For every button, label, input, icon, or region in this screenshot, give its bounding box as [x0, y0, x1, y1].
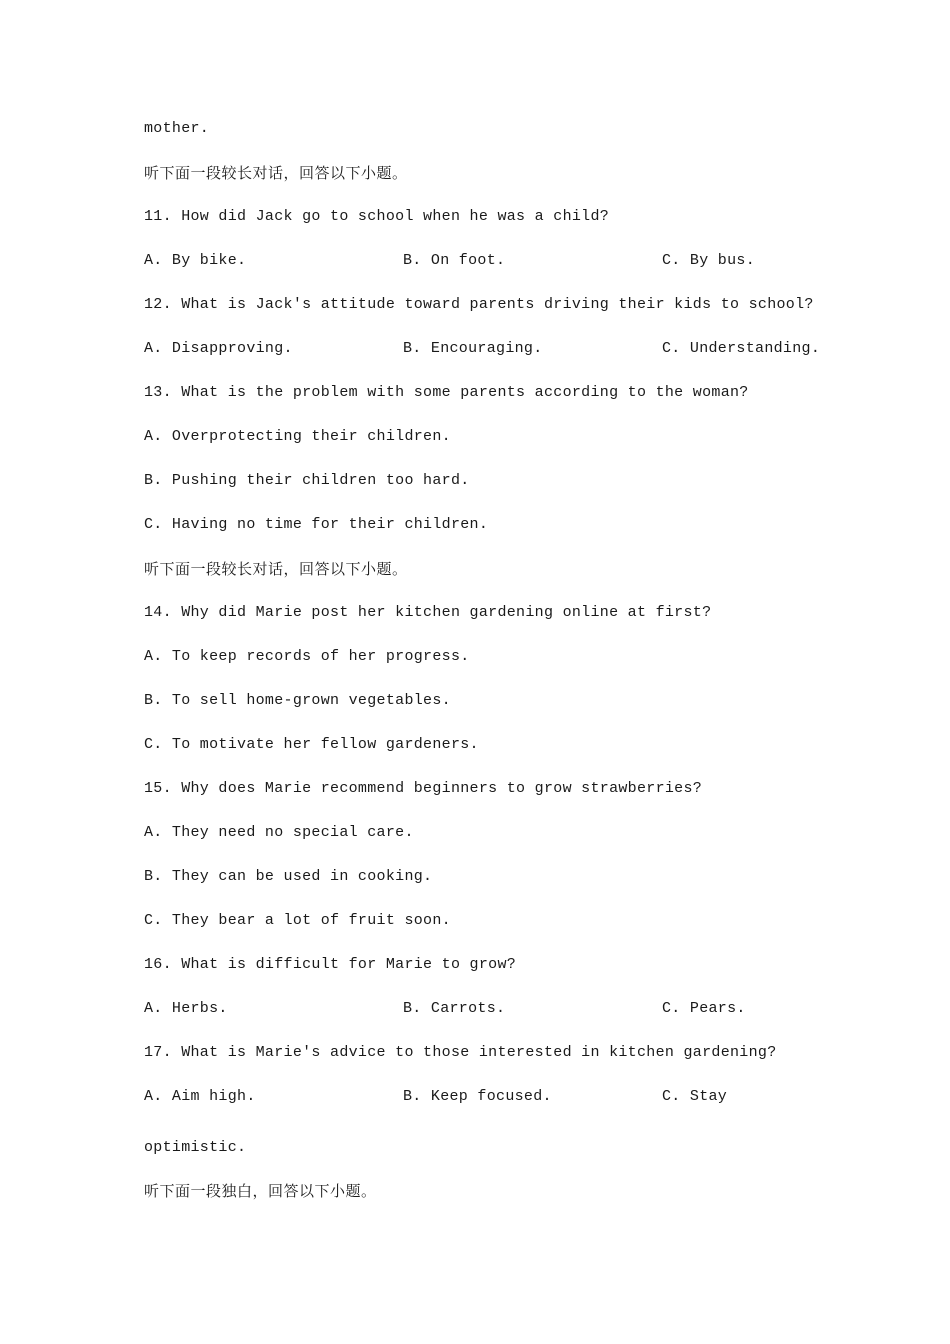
question-14-option-a: A. To keep records of her progress. — [144, 648, 470, 665]
question-15-option-b: B. They can be used in cooking. — [144, 868, 433, 885]
section-instruction: 听下面一段较长对话，回答以下小题。 — [144, 560, 408, 578]
question-16-option-c: C. Pears. — [662, 1000, 746, 1017]
question-13-option-a: A. Overprotecting their children. — [144, 428, 451, 445]
question-14-option-c: C. To motivate her fellow gardeners. — [144, 736, 479, 753]
text-continuation: mother. — [144, 120, 210, 137]
question-16-stem: 16. What is difficult for Marie to grow? — [144, 956, 517, 973]
question-12-option-a: A. Disapproving. — [144, 340, 293, 357]
question-17-option-c-continuation: optimistic. — [144, 1139, 247, 1156]
question-14-stem: 14. Why did Marie post her kitchen gardening online at first? — [144, 604, 712, 621]
question-15-stem: 15. Why does Marie recommend beginners to grow strawberries? — [144, 780, 703, 797]
question-13-option-c: C. Having no time for their children. — [144, 516, 489, 533]
question-13-option-b: B. Pushing their children too hard. — [144, 472, 470, 489]
question-12-option-b: B. Encouraging. — [403, 340, 543, 357]
question-17-option-c: C. Stay — [662, 1088, 728, 1105]
question-16-option-b: B. Carrots. — [403, 1000, 506, 1017]
question-11-option-c: C. By bus. — [662, 252, 756, 269]
question-12-stem: 12. What is Jack's attitude toward parents driving their kids to school? — [144, 296, 814, 313]
question-13-stem: 13. What is the problem with some parents according to the woman? — [144, 384, 749, 401]
question-12-option-c: C. Understanding. — [662, 340, 821, 357]
question-16-option-a: A. Herbs. — [144, 1000, 228, 1017]
question-11-stem: 11. How did Jack go to school when he was a child? — [144, 208, 610, 225]
question-17-option-a: A. Aim high. — [144, 1088, 256, 1105]
question-11-option-b: B. On foot. — [403, 252, 506, 269]
question-15-option-a: A. They need no special care. — [144, 824, 414, 841]
section-instruction: 听下面一段独白，回答以下小题。 — [144, 1182, 377, 1200]
section-instruction: 听下面一段较长对话，回答以下小题。 — [144, 164, 408, 182]
question-11-option-a: A. By bike. — [144, 252, 247, 269]
question-17-stem: 17. What is Marie's advice to those interested in kitchen gardening? — [144, 1044, 777, 1061]
question-14-option-b: B. To sell home-grown vegetables. — [144, 692, 451, 709]
question-15-option-c: C. They bear a lot of fruit soon. — [144, 912, 451, 929]
question-17-option-b: B. Keep focused. — [403, 1088, 552, 1105]
